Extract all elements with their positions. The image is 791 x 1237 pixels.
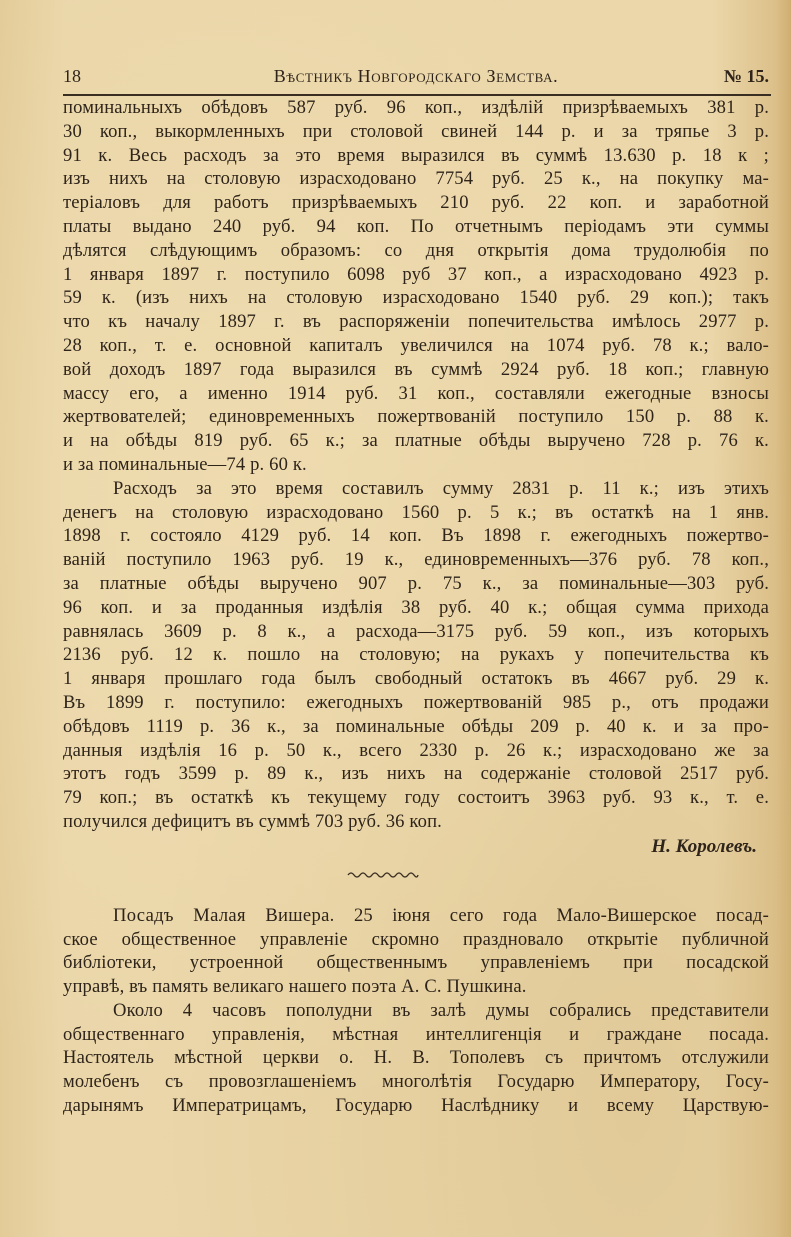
text-line — [63, 904, 769, 928]
text-line: 1 января прошлаго года былъ свободный остатокъ въ 4667 руб. 29 к. — [63, 668, 769, 690]
text-line: 30 коп., выкормленныхъ при столовой свиней 144 р. и за тряпье 3 р. — [63, 120, 769, 142]
text-line: 2136 руб. 12 к. пошло на столовую; на рукахъ у попечительства къ — [63, 644, 769, 666]
article-2-paragraph-2 — [63, 999, 769, 1118]
text-line: общественнаго управленія, мѣстная интеллигенція и граждане посада. — [63, 1023, 769, 1045]
text-line: дарынямъ Императрицамъ, Государю Наслѣднику и всему Царствую- — [63, 1095, 769, 1117]
author-signature: Н. Королевъ. — [651, 835, 757, 857]
text-line: равнялась 3609 р. 8 к., а расхода—3175 руб. 59 коп., изъ которыхъ — [63, 620, 769, 642]
text-line: 59 к. (изъ нихъ на столовую израсходовано 1540 руб. 29 коп.); такъ — [63, 287, 769, 309]
running-header — [63, 66, 769, 92]
text-line: молебенъ съ провозглашеніемъ многолѣтія Государю Императору, Госу- — [63, 1071, 769, 1093]
text-line: обѣдовъ 1119 р. 36 к., за поминальные обѣды 209 р. 40 к. и за про- — [63, 715, 769, 737]
text-line: Расходъ за это время составилъ сумму 2831 р. 11 к.; изъ этихъ — [113, 477, 769, 499]
text-line: получился дефицитъ въ суммѣ 703 руб. 36 коп. — [63, 810, 442, 832]
text-line: Настоятель мѣстной церкви о. Н. В. Тополевъ съ причтомъ отслужили — [63, 1047, 769, 1069]
journal-title: Вѣстникъ Новгородскаго Земства. — [273, 66, 559, 86]
text-line: данныя издѣлія 16 р. 50 к., всего 2330 р. 26 к.; израсходовано же за — [63, 739, 769, 761]
text-line: поминальныхъ обѣдовъ 587 руб. 96 коп., издѣлій призрѣваемыхъ 381 р. — [63, 97, 769, 118]
text-line: и за поминальные—74 р. 60 к. — [63, 453, 307, 475]
text-line: жертвователей; единовременныхъ пожертвованій поступило 150 р. 88 к. — [63, 406, 769, 428]
text-line: вой доходъ 1897 года выразился въ суммѣ 2924 руб. 18 коп.; главную — [63, 358, 769, 380]
article-1-paragraph-2 — [63, 477, 769, 834]
text-line: за платные обѣды выручено 907 р. 75 к., за поминальные—303 руб. — [63, 572, 769, 594]
text-line: 91 к. Весь расходъ за это время выразился въ суммѣ 13.630 р. 18 к ; — [63, 144, 769, 166]
text-line: 1 января 1897 г. поступило 6098 руб 37 коп., а израсходовано 4923 р. — [63, 263, 769, 285]
wavy-ornament-icon — [346, 870, 420, 880]
text-line: платы выдано 240 руб. 94 коп. По отчетнымъ періодамъ эти суммы — [63, 215, 769, 237]
text-line: Около 4 часовъ пополудни въ залѣ думы собрались представители — [113, 999, 769, 1021]
text-line: ваній поступило 1963 руб. 19 к., единовременныхъ—376 руб. 78 коп., — [63, 549, 769, 571]
text-line: управѣ, въ память великаго нашего поэта А. С. Пушкина. — [63, 976, 527, 998]
text-line: 96 коп. и за проданныя издѣлія 38 руб. 40 к.; общая сумма прихода — [63, 596, 769, 618]
text-line: Въ 1899 г. поступило: ежегодныхъ пожертвованій 985 р., отъ продажи — [63, 691, 769, 713]
issue-number: № 15. — [723, 66, 769, 86]
text-line: 79 коп.; въ остаткѣ къ текущему году состоитъ 3963 руб. 93 к., т. е. — [63, 787, 769, 809]
text-line: библіотеки, устроенной общественнымъ управленіемъ при посадской — [63, 952, 769, 974]
text-span: 25 іюня сего года Мало-Вишерское посад- — [353, 904, 769, 926]
section-divider — [63, 860, 769, 904]
text-line: изъ нихъ на столовую израсходовано 7754 руб. 25 к., на покупку ма- — [63, 168, 769, 190]
text-line: и на обѣды 819 руб. 65 к.; за платные обѣды выручено 728 р. 76 к. — [63, 430, 769, 452]
text-line: что къ началу 1897 г. въ распоряженіи попечительства имѣлось 2977 р. — [63, 311, 769, 333]
article-1-paragraph-1 — [63, 96, 769, 477]
text-line: теріаловъ для работъ призрѣваемыхъ 210 руб. 22 коп. и заработной — [63, 192, 769, 214]
text-line: ское общественное управленіе скромно праздновало открытіе публичной — [63, 928, 769, 950]
article-heading: Посадъ Малая Вишера. — [113, 904, 335, 926]
text-line: денегъ на столовую израсходовано 1560 р. 5 к.; въ остаткѣ на 1 янв. — [63, 501, 769, 523]
article-1 — [63, 96, 769, 860]
text-line: этотъ годъ 3599 р. 89 к., изъ нихъ на содержаніе столовой 2517 руб. — [63, 763, 769, 785]
text-line: 1898 г. состояло 4129 руб. 14 коп. Въ 1898 г. ежегодныхъ пожертво- — [63, 525, 769, 547]
article-2-paragraph-1 — [63, 904, 769, 999]
text-line: массу его, а именно 1914 руб. 31 коп., составляли ежегодные взносы — [63, 382, 769, 404]
article-2 — [63, 904, 769, 1118]
page-number: 18 — [63, 66, 81, 86]
page-body — [63, 96, 769, 1118]
text-line: 28 коп., т. е. основной капиталъ увеличился на 1074 руб. 78 к.; вало- — [63, 334, 769, 356]
text-line: дѣлятся слѣдующимъ образомъ: со дня открытія дома трудолюбія по — [63, 239, 769, 261]
